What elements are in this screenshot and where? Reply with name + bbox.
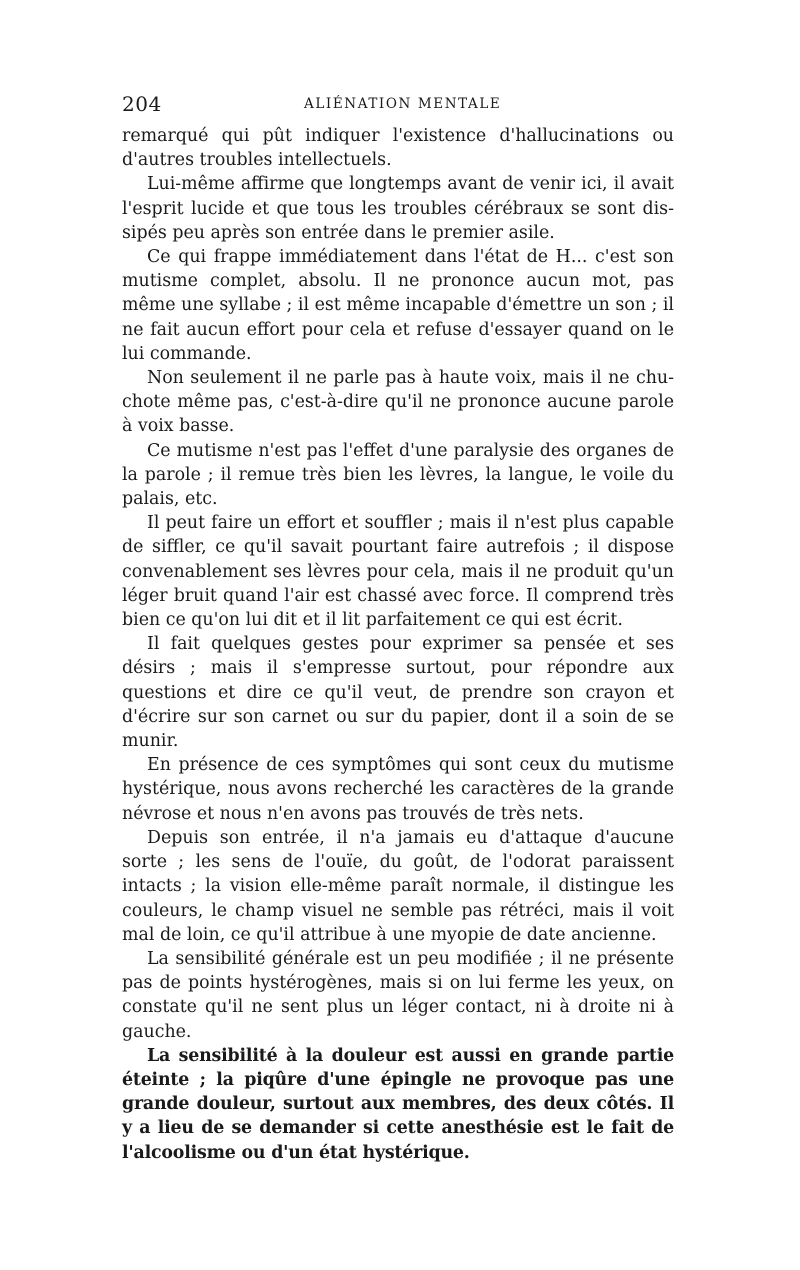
paragraph-7: Il fait quelques gestes pour exprimer sa pensée et ses désirs ; mais il s'empresse surtout, pour répondre aux questions et dire ce qu'il veut, de prendre son crayon et d'écrire sur son carnet ou sur du papier, dont il a soin de se munir.: [122, 634, 674, 752]
paragraph-11: La sensibilité à la douleur est aussi en grande partie éteinte ; la piqûre d'une épingle ne provoque pas une grande douleur, surtout aux membres, des deux côtés. Il y a lieu de se demander si cette anesthésie est le fait de l'alcoolisme ou d'un état hystérique.: [122, 1045, 674, 1163]
paragraph-9: Depuis son entrée, il n'a jamais eu d'attaque d'aucune sorte ; les sens de l'ouïe, du goût, de l'odorat paraissent intacts ; la vision elle-même paraît normale, il distingue les couleurs, le champ visuel ne semble pas rétréci, mais il voit mal de loin, ce qu'il attribue à une myopie de date ancienne.: [122, 827, 674, 945]
body-text: [122, 124, 674, 1165]
paragraph-6: Il peut faire un effort et souffler ; mais il n'est plus capable de siffler, ce qu'il savait pourtant faire autrefois ; il dispose convenablement ses lèvres pour cela, mais il ne produit qu'un léger bruit quand l'air est chassé avec force. Il comprend très bien ce qu'on lui dit et il lit parfaitement ce qui est écrit.: [122, 513, 674, 631]
paragraph-5: Ce mutisme n'est pas l'effet d'une paralysie des organes de la parole ; il remue très bien les lèvres, la langue, le voile du palais, etc.: [122, 440, 674, 510]
paragraph-4: Non seulement il ne parle pas à haute voix, mais il ne chuchote même pas, c'est-à-dire qu'il ne prononce aucune parole à voix basse.: [122, 368, 674, 437]
running-head: [122, 90, 674, 120]
running-title: ALIÉNATION MENTALE: [304, 96, 502, 112]
paragraph-1: remarqué qui pût indiquer l'existence d'hallucinations ou d'autres troubles intellectuels.: [122, 126, 674, 171]
paragraph-2: Lui-même affirme que longtemps avant de venir ici, il avait l'esprit lucide et que tous les troubles cérébraux se sont dissipés peu après son entrée dans le premier asile.: [122, 174, 674, 243]
paragraph-3: Ce qui frappe immédiatement dans l'état de H... c'est son mutisme complet, absolu. Il ne prononce aucun mot, pas même une syllabe ; il est même incapable d'émettre un son ; il ne fait aucun effort pour cela et refuse d'essayer quand on le lui commande.: [122, 247, 674, 364]
paragraph-8: En présence de ces symptômes qui sont ceux du mutisme hystérique, nous avons recherché les caractères de la grande névrose et nous n'en avons pas trouvés de très nets.: [122, 755, 674, 824]
page-number: 204: [122, 92, 162, 116]
book-page: [122, 90, 674, 1165]
paragraph-10: La sensibilité générale est un peu modifiée ; il ne présente pas de points hystérogènes, mais si on lui ferme les yeux, on constate qu'il ne sent plus un léger contact, ni à droite ni à gauche.: [122, 948, 674, 1042]
